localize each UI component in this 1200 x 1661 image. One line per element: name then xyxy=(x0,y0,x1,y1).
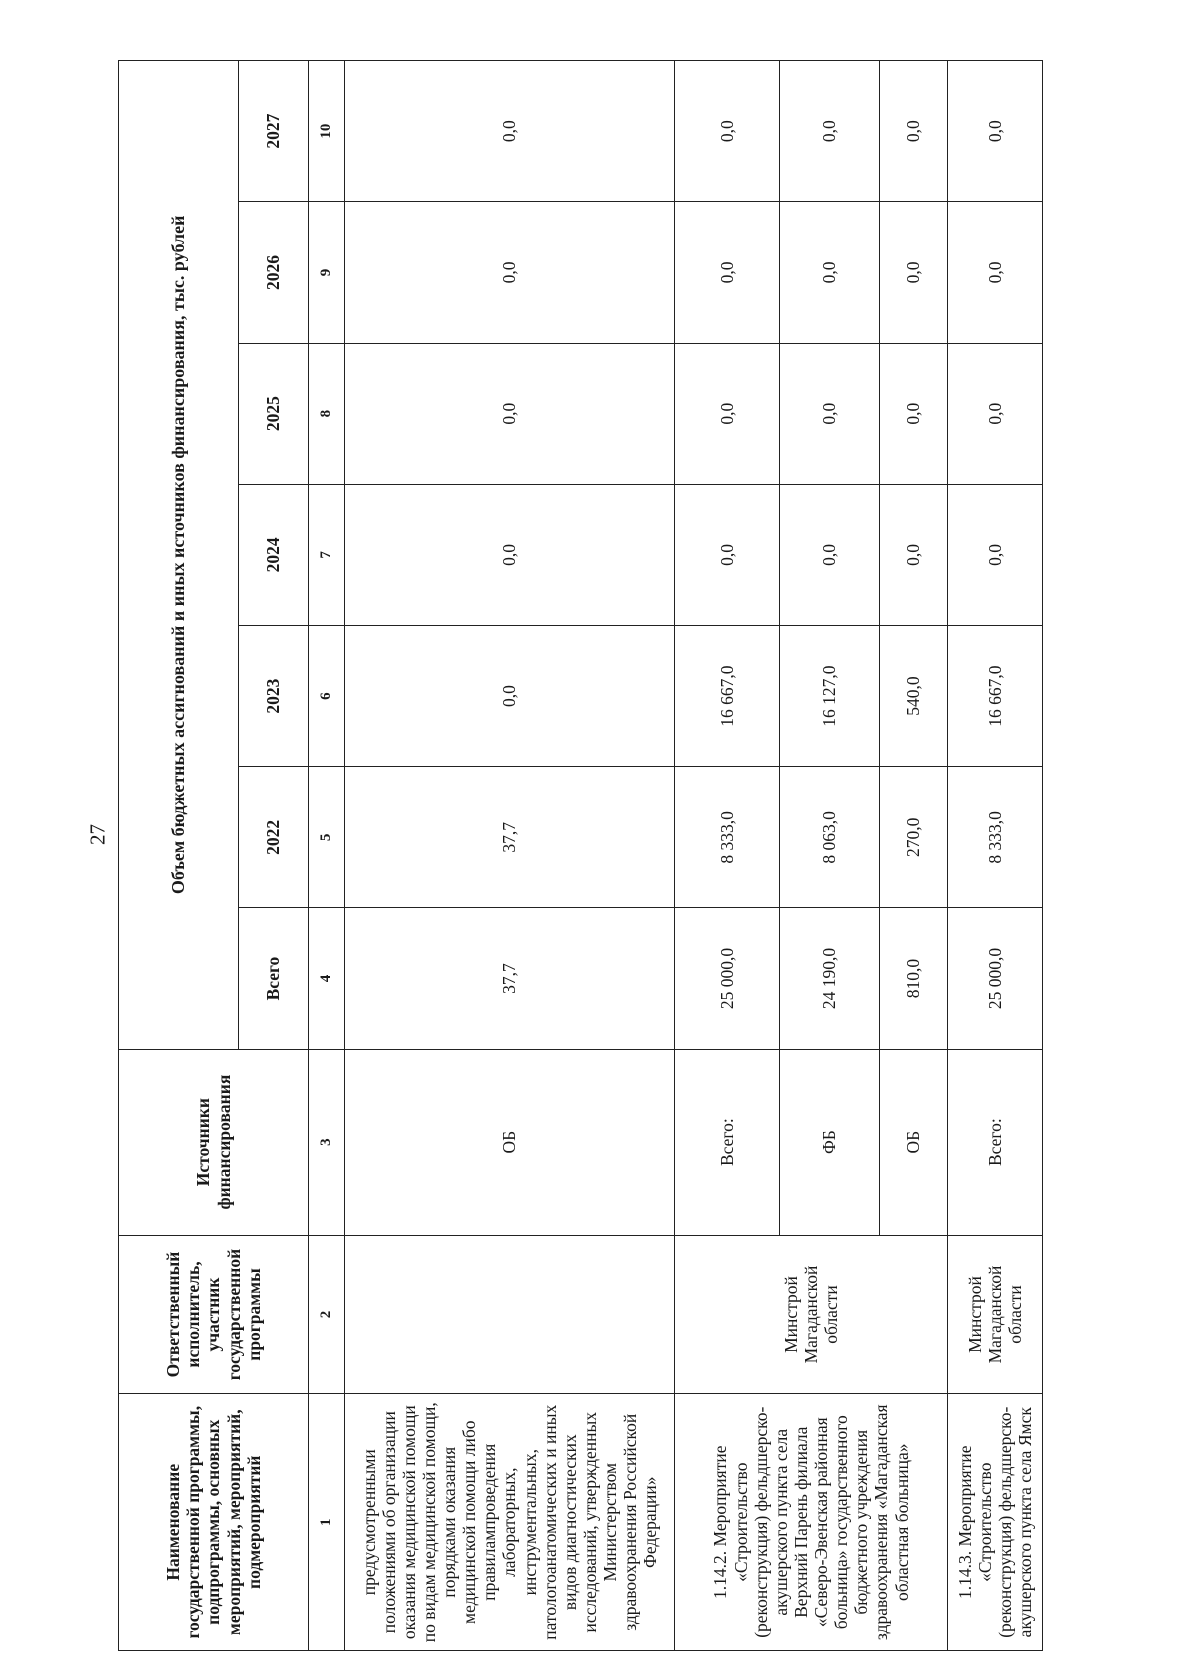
row-executor: Минстрой Магаданской области xyxy=(675,1235,948,1394)
header-year-2022: 2022 xyxy=(239,767,309,908)
row-source: ОБ xyxy=(345,1049,675,1235)
col-number: 5 xyxy=(309,767,345,908)
col-number: 7 xyxy=(309,484,345,625)
value-cell: 8 063,0 xyxy=(780,767,880,908)
row-source: ФБ xyxy=(780,1049,880,1235)
value-cell: 0,0 xyxy=(948,61,1043,202)
row-executor: Минстрой Магаданской области xyxy=(948,1235,1043,1394)
header-year-2027: 2027 xyxy=(239,61,309,202)
value-cell: 270,0 xyxy=(880,767,948,908)
value-cell: 810,0 xyxy=(880,908,948,1049)
col-number: 10 xyxy=(309,61,345,202)
value-cell: 25 000,0 xyxy=(948,908,1043,1049)
row-source: Всего: xyxy=(675,1049,780,1235)
value-cell: 0,0 xyxy=(880,61,948,202)
row-source: ОБ xyxy=(880,1049,948,1235)
header-year-2026: 2026 xyxy=(239,202,309,343)
value-cell: 25 000,0 xyxy=(675,908,780,1049)
value-cell: 0,0 xyxy=(780,484,880,625)
rotated-table-container xyxy=(118,60,1036,1651)
value-cell: 16 667,0 xyxy=(675,625,780,766)
value-cell: 8 333,0 xyxy=(675,767,780,908)
value-cell: 37,7 xyxy=(345,767,675,908)
col-number: 9 xyxy=(309,202,345,343)
header-year-2025: 2025 xyxy=(239,343,309,484)
col-number: 2 xyxy=(309,1235,345,1394)
value-cell: 0,0 xyxy=(880,484,948,625)
value-cell: 0,0 xyxy=(880,202,948,343)
value-cell: 37,7 xyxy=(345,908,675,1049)
value-cell: 0,0 xyxy=(675,61,780,202)
col-number: 8 xyxy=(309,343,345,484)
header-name: Наименование государственной программы, подпрограммы, основных мероприятий, мероприятий, подмероприятий xyxy=(119,1394,309,1651)
value-cell: 24 190,0 xyxy=(780,908,880,1049)
header-executor: Ответственный исполнитель, участник государственной программы xyxy=(119,1235,309,1394)
value-cell: 8 333,0 xyxy=(948,767,1043,908)
col-number: 4 xyxy=(309,908,345,1049)
value-cell: 0,0 xyxy=(948,343,1043,484)
value-cell: 0,0 xyxy=(345,343,675,484)
value-cell: 0,0 xyxy=(780,61,880,202)
value-cell: 0,0 xyxy=(780,202,880,343)
row-name: предусмотренными положениями об организации оказания медицинской помощи по видам медицинской помощи, порядками оказания медицинской помощи либо правилампроведения лабораторных, инструментальных, патологоанатомических и иных видов диагностических исследований, утвержденных Министерством здравоохранения Российской Федерации» xyxy=(345,1394,675,1651)
header-year-2023: 2023 xyxy=(239,625,309,766)
header-year-total: Всего xyxy=(239,908,309,1049)
header-year-2024: 2024 xyxy=(239,484,309,625)
value-cell: 0,0 xyxy=(948,484,1043,625)
table-row xyxy=(948,61,1043,1651)
value-cell: 0,0 xyxy=(675,484,780,625)
col-number: 1 xyxy=(309,1394,345,1651)
col-number: 6 xyxy=(309,625,345,766)
value-cell: 0,0 xyxy=(345,625,675,766)
table-wrapper xyxy=(118,60,1036,1651)
value-cell: 0,0 xyxy=(880,343,948,484)
header-source: Источники финансирования xyxy=(119,1049,309,1235)
value-cell: 0,0 xyxy=(345,484,675,625)
value-cell: 16 127,0 xyxy=(780,625,880,766)
row-name: 1.14.3. Мероприятие «Строительство (реконструкция) фельдшерско-акушерского пункта села Ямск xyxy=(948,1394,1043,1651)
value-cell: 0,0 xyxy=(345,202,675,343)
col-number: 3 xyxy=(309,1049,345,1235)
value-cell: 0,0 xyxy=(948,202,1043,343)
value-cell: 0,0 xyxy=(675,343,780,484)
row-name: 1.14.2. Мероприятие «Строительство (реконструкция) фельдшерско-акушерского пункта села Верхний Парень филиала «Северо-Эвенская районная больница» государственного бюджетного учреждения здравоохранения «Магаданская областная больница» xyxy=(675,1394,948,1651)
page-number: 27 xyxy=(85,824,110,845)
row-executor xyxy=(345,1235,675,1394)
header-volume: Объем бюджетных ассигнований и иных источников финансирования, тыс. рублей xyxy=(119,61,239,1050)
table-row xyxy=(345,61,675,1651)
value-cell: 0,0 xyxy=(780,343,880,484)
financing-table xyxy=(118,60,1043,1651)
value-cell: 16 667,0 xyxy=(948,625,1043,766)
row-source: Всего: xyxy=(948,1049,1043,1235)
value-cell: 0,0 xyxy=(345,61,675,202)
table-row xyxy=(675,61,780,1651)
value-cell: 0,0 xyxy=(675,202,780,343)
value-cell: 540,0 xyxy=(880,625,948,766)
